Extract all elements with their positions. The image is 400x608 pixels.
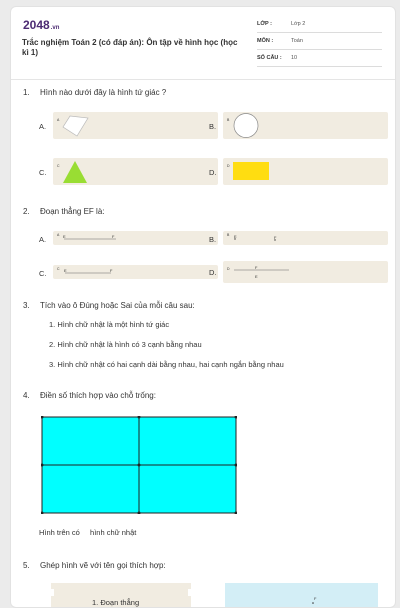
option-tag: D: [227, 267, 230, 271]
question-1: [23, 88, 166, 97]
svg-text:E: E: [63, 234, 66, 239]
meta-key: MÔN :: [257, 38, 274, 44]
option-label: C.: [39, 269, 47, 278]
question-number: 2.: [23, 207, 30, 216]
statement-1: 1. Hình chữ nhật là một hình tứ giác: [49, 320, 170, 329]
question-2: [23, 207, 104, 216]
option-label: B.: [209, 122, 217, 131]
meta-row-subject: [257, 35, 382, 50]
question-text: Hình nào dưới đây là hình tứ giác ?: [40, 88, 167, 97]
option-label: D.: [209, 268, 217, 277]
svg-text:E: E: [64, 268, 67, 273]
option-tag: C: [57, 267, 60, 271]
worksheet: [10, 6, 396, 608]
statement-2: 2. Hình chữ nhật là hình có 3 cạnh bằng nhau: [49, 340, 202, 349]
rectangle-icon: [233, 162, 269, 180]
meta-value: Lớp 2: [291, 21, 306, 27]
option-box[interactable]: [53, 231, 218, 245]
fill-after: hình chữ nhật: [90, 528, 137, 537]
question-number: 4.: [23, 391, 30, 400]
svg-text:E: E: [234, 234, 237, 239]
segment-figure: [61, 233, 121, 243]
svg-text:F: F: [314, 596, 317, 601]
option-tag: D: [227, 164, 230, 168]
logo-text: 2048: [23, 18, 50, 32]
question-3: [23, 301, 195, 310]
option-label: B.: [209, 235, 217, 244]
match-label: 1. Đoạn thẳng: [92, 598, 140, 607]
option-tag: A: [57, 118, 60, 122]
option-box[interactable]: [53, 265, 218, 279]
circle-icon: [231, 112, 261, 139]
site-logo[interactable]: [23, 18, 59, 32]
match-item-right[interactable]: [225, 583, 378, 608]
meta-row-count: [257, 52, 382, 67]
meta-row-class: [257, 18, 382, 33]
option-label: D.: [209, 168, 217, 177]
option-box[interactable]: [53, 112, 218, 139]
option-box[interactable]: [223, 112, 388, 139]
match-notch: [188, 589, 192, 596]
option-tag: B: [227, 233, 230, 237]
quadrilateral-icon: [61, 114, 91, 138]
question-number: 5.: [23, 561, 30, 570]
question-number: 3.: [23, 301, 30, 310]
meta-key: SỐ CÂU :: [257, 55, 282, 61]
worksheet-title: Trắc nghiệm Toán 2 (có đáp án): Ôn tập về hình học (học kì 1): [22, 38, 238, 57]
svg-text:F: F: [274, 235, 277, 240]
svg-text:F: F: [255, 265, 258, 270]
fill-in-sentence: [39, 528, 138, 537]
triangle-icon: [61, 160, 89, 184]
question-text: Đoạn thẳng EF là:: [40, 207, 105, 216]
option-box[interactable]: [53, 158, 218, 185]
logo-suffix: .vn: [50, 25, 60, 31]
option-box[interactable]: [223, 261, 388, 283]
option-label: A.: [39, 235, 47, 244]
option-label: A.: [39, 122, 47, 131]
option-tag: A: [57, 233, 60, 237]
header-divider: [11, 79, 395, 80]
meta-value: Toán: [291, 38, 303, 44]
option-tag: B: [227, 118, 230, 122]
question-text: Ghép hình vẽ với tên gọi thích hợp:: [40, 561, 166, 570]
option-box[interactable]: [223, 158, 388, 185]
meta-key: LỚP :: [257, 21, 272, 27]
question-4: [23, 391, 156, 400]
ray-figure: [231, 263, 291, 281]
rectangle-grid-figure: [41, 416, 237, 514]
question-number: 1.: [23, 88, 30, 97]
option-tag: C: [57, 164, 60, 168]
question-text: Điền số thích hợp vào chỗ trống:: [40, 391, 156, 400]
question-text: Tích vào ô Đúng hoặc Sai của mỗi câu sau:: [40, 301, 195, 310]
statement-3: 3. Hình chữ nhật có hai cạnh dài bằng nhau, hai cạnh ngắn bằng nhau: [49, 360, 284, 369]
svg-text:F: F: [110, 268, 113, 273]
svg-text:F: F: [112, 234, 115, 239]
header: [11, 7, 395, 79]
question-5: [23, 561, 166, 570]
points-figure: [231, 233, 291, 243]
option-label: C.: [39, 168, 47, 177]
option-box[interactable]: [223, 231, 388, 245]
match-item-left[interactable]: [51, 583, 191, 608]
svg-text:E: E: [255, 274, 258, 279]
fill-before: Hình trên có: [39, 528, 80, 537]
segment-figure: [61, 267, 121, 277]
meta-panel: [257, 18, 382, 69]
match-notch: [50, 589, 54, 596]
meta-value: 10: [291, 55, 298, 61]
